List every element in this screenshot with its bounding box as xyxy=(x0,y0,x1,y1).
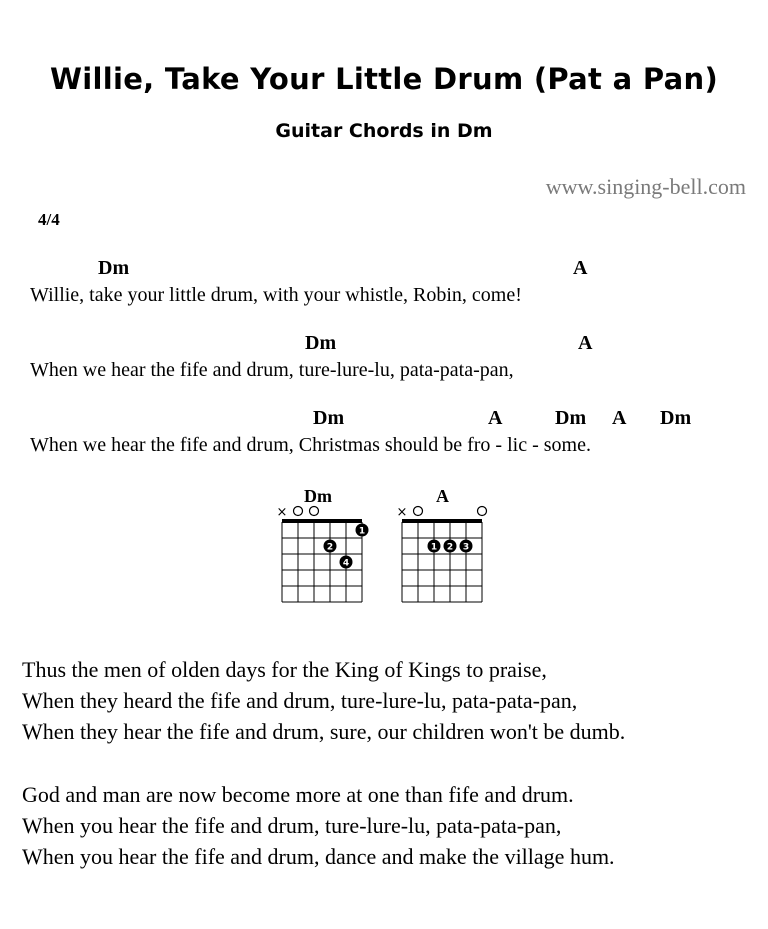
chord-label: Dm xyxy=(98,257,130,279)
chord-diagrams xyxy=(270,503,510,613)
chord-label: Dm xyxy=(555,407,587,429)
chord-label: Dm xyxy=(660,407,692,429)
verse-line: Thus the men of olden days for the King of Kings to praise, xyxy=(22,657,547,682)
song-subtitle: Guitar Chords in Dm xyxy=(275,120,493,142)
lyric-line: When we hear the fife and drum, ture-lure-lu, pata-pata-pan, xyxy=(30,359,514,381)
verse-line: When you hear the fife and drum, dance and make the village hum. xyxy=(22,844,615,869)
diagram-a-name: A xyxy=(436,486,449,506)
lyric-line: When we hear the fife and drum, Christmas should be fro - lic - some. xyxy=(30,434,591,456)
finger-number: 3 xyxy=(462,542,470,553)
open-string-icon xyxy=(294,507,303,516)
finger-number: 1 xyxy=(358,526,366,537)
chord-label: Dm xyxy=(305,332,337,354)
open-string-icon xyxy=(478,507,487,516)
time-signature: 4/4 xyxy=(38,210,60,229)
verse-line: When you hear the fife and drum, ture-lure-lu, pata-pata-pan, xyxy=(22,813,562,838)
chord-label: Dm xyxy=(313,407,345,429)
finger-number: 2 xyxy=(446,542,454,553)
muted-string-icon: × xyxy=(396,505,408,520)
chord-label: A xyxy=(578,332,593,354)
finger-number: 2 xyxy=(326,542,334,553)
website-link[interactable]: www.singing-bell.com xyxy=(545,174,746,199)
lyric-line: Willie, take your little drum, with your whistle, Robin, come! xyxy=(30,284,522,306)
verse-line: When they hear the fife and drum, sure, our children won't be dumb. xyxy=(22,719,626,744)
verse-2 xyxy=(22,654,625,747)
verse-line: When they heard the fife and drum, ture-lure-lu, pata-pata-pan, xyxy=(22,688,578,713)
nut xyxy=(282,519,362,523)
verse-3 xyxy=(22,779,615,872)
chord-label: A xyxy=(612,407,627,429)
open-string-icon xyxy=(310,507,319,516)
chord-label: A xyxy=(488,407,503,429)
diagram-dm-name: Dm xyxy=(304,486,332,506)
chord-diagram-dm xyxy=(277,505,369,602)
nut xyxy=(402,519,482,523)
chord-label: A xyxy=(573,257,588,279)
verse-line: God and man are now become more at one than fife and drum. xyxy=(22,782,574,807)
muted-string-icon: × xyxy=(276,505,288,520)
open-string-icon xyxy=(414,507,423,516)
chord-diagram-a xyxy=(397,505,487,602)
finger-number: 4 xyxy=(342,558,350,569)
finger-number: 1 xyxy=(430,542,438,553)
song-title: Willie, Take Your Little Drum (Pat a Pan) xyxy=(49,62,719,96)
